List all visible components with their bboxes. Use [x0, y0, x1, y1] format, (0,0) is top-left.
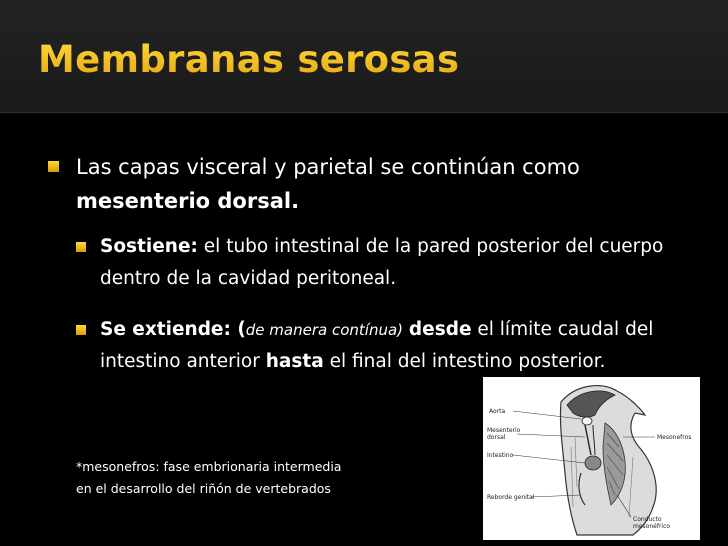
embryo-diagram [483, 377, 700, 540]
sub-bullet-square-icon [76, 325, 86, 335]
footnote-line-2: en el desarrollo del riñón de vertebrados [76, 481, 331, 496]
label-conducto: Conducto [633, 516, 662, 523]
label-mesenterio: Mesenterio [487, 427, 521, 434]
label-aorta: Aorta [489, 408, 506, 415]
label-intestino: Intestino [487, 452, 514, 459]
sub-bullet-1-bold: Sostiene: [100, 236, 198, 257]
slide-title: Membranas serosas [38, 38, 460, 81]
label-reborde-genital: Reborde genital [487, 494, 535, 501]
sub-bullet-1-text: el tubo intestinal de la pared posterior del cuerpo dentro de la cavidad peritoneal. [100, 236, 664, 289]
sub-bullet-2-text-1: el límite caudal del intestino anterior [100, 319, 654, 372]
bullet-1-text: Las capas visceral y parietal se continúan como [76, 155, 580, 179]
bullet-1-bold: mesenterio dorsal. [76, 189, 300, 213]
label-mesonefrico: mesonéfrico [633, 523, 671, 530]
footnote-line-1: *mesonefros: fase embrionaria intermedia [76, 459, 342, 474]
sub-bullet-2-bold-2: desde [408, 319, 472, 340]
label-mesonefros: Mesonefros [657, 434, 692, 441]
sub-bullet-1 [100, 231, 690, 295]
sub-bullet-2-italic: de manera contínua) [245, 321, 404, 339]
embryo-cross-section-figure [483, 377, 700, 540]
bullet-1 [76, 150, 676, 218]
label-dorsal: dorsal [487, 434, 506, 441]
sub-bullet-2 [100, 314, 690, 378]
sub-bullet-square-icon [76, 242, 86, 252]
sub-bullet-2-bold-1: Se extiende: ( [100, 319, 246, 340]
sub-bullet-2-text-2: el final del intestino posterior. [323, 351, 606, 372]
bullet-square-icon [48, 161, 59, 172]
sub-bullet-2-bold-3: hasta [265, 351, 324, 372]
